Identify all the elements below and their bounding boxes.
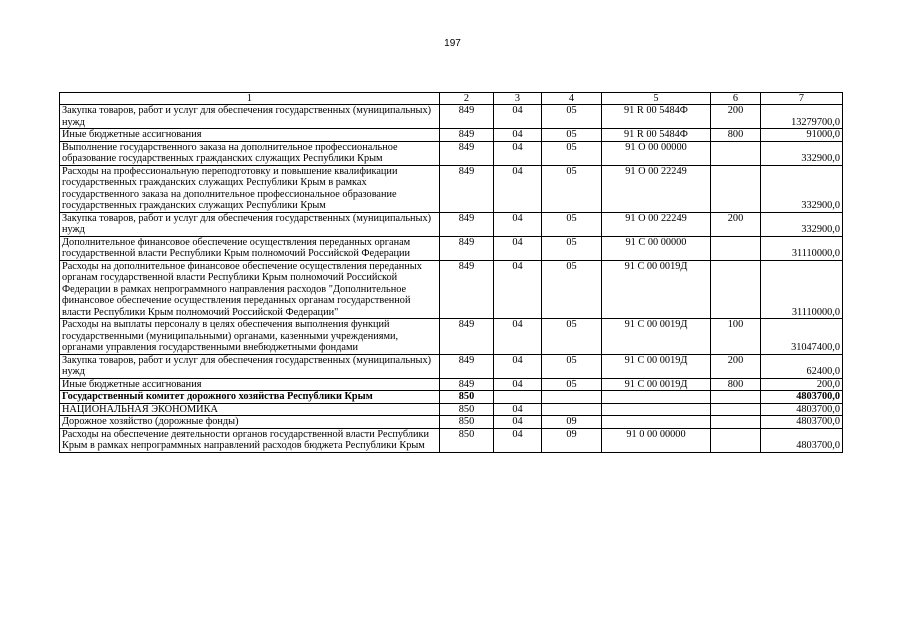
row-subsection: 05 bbox=[542, 129, 602, 142]
table-row bbox=[60, 354, 843, 378]
row-section: 04 bbox=[494, 428, 542, 452]
row-subsection: 05 bbox=[542, 165, 602, 212]
row-amount: 91000,0 bbox=[761, 129, 843, 142]
row-name: Закупка товаров, работ и услуг для обеспечения государственных (муниципальных) нужд bbox=[60, 105, 440, 129]
header-cell: 7 bbox=[761, 93, 843, 105]
row-admin-code: 849 bbox=[440, 141, 494, 165]
row-name: Дорожное хозяйство (дорожные фонды) bbox=[60, 416, 440, 429]
row-target-article: 91 О 00 22249 bbox=[602, 212, 711, 236]
row-amount: 332900,0 bbox=[761, 141, 843, 165]
row-target-article: 91 О 00 00000 bbox=[602, 141, 711, 165]
table-row bbox=[60, 141, 843, 165]
row-expense-type: 800 bbox=[711, 129, 761, 142]
row-name: Выполнение государственного заказа на дополнительное профессиональное образование государственных гражданских служащих Республики Крым bbox=[60, 141, 440, 165]
table-row bbox=[60, 105, 843, 129]
row-target-article: 91 С 00 0019Д bbox=[602, 319, 711, 355]
header-cell: 5 bbox=[602, 93, 711, 105]
table-row bbox=[60, 212, 843, 236]
row-subsection: 05 bbox=[542, 105, 602, 129]
row-section: 04 bbox=[494, 236, 542, 260]
row-expense-type bbox=[711, 416, 761, 429]
row-expense-type bbox=[711, 165, 761, 212]
row-name: Расходы на дополнительное финансовое обеспечение осуществления переданных органам государственной власти Республики Крым полномочий Российской Федерации в рамках непрограммного направления расходов "Дополнительное финансовое обеспечение осуществления переданных органам государственной власти Республики Крым полномочий Российской Федерации" bbox=[60, 260, 440, 319]
table-row bbox=[60, 391, 843, 404]
table-row bbox=[60, 416, 843, 429]
row-admin-code: 849 bbox=[440, 354, 494, 378]
row-target-article: 91 С 00 00000 bbox=[602, 236, 711, 260]
row-name: Иные бюджетные ассигнования bbox=[60, 378, 440, 391]
row-amount: 4803700,0 bbox=[761, 391, 843, 404]
row-admin-code: 850 bbox=[440, 428, 494, 452]
row-target-article: 91 О 00 22249 bbox=[602, 165, 711, 212]
row-subsection: 05 bbox=[542, 260, 602, 319]
row-section: 04 bbox=[494, 354, 542, 378]
header-row bbox=[60, 93, 843, 105]
row-amount: 13279700,0 bbox=[761, 105, 843, 129]
row-amount: 332900,0 bbox=[761, 165, 843, 212]
row-admin-code: 849 bbox=[440, 212, 494, 236]
row-expense-type bbox=[711, 391, 761, 404]
row-section: 04 bbox=[494, 129, 542, 142]
row-amount: 4803700,0 bbox=[761, 403, 843, 416]
row-target-article: 91 С 00 0019Д bbox=[602, 260, 711, 319]
row-subsection: 05 bbox=[542, 319, 602, 355]
row-subsection: 05 bbox=[542, 212, 602, 236]
row-name: НАЦИОНАЛЬНАЯ ЭКОНОМИКА bbox=[60, 403, 440, 416]
row-subsection: 05 bbox=[542, 236, 602, 260]
row-section: 04 bbox=[494, 378, 542, 391]
row-amount: 62400,0 bbox=[761, 354, 843, 378]
table-row bbox=[60, 428, 843, 452]
row-name: Государственный комитет дорожного хозяйства Республики Крым bbox=[60, 391, 440, 404]
row-subsection: 05 bbox=[542, 378, 602, 391]
row-admin-code: 849 bbox=[440, 260, 494, 319]
row-target-article: 91 0 00 00000 bbox=[602, 428, 711, 452]
row-name: Расходы на выплаты персоналу в целях обеспечения выполнения функций государственными (муниципальными) органами, казенными учреждениями, органами управления государственными внебюджетными фондами bbox=[60, 319, 440, 355]
table-row bbox=[60, 236, 843, 260]
row-subsection bbox=[542, 391, 602, 404]
row-amount: 4803700,0 bbox=[761, 416, 843, 429]
row-expense-type bbox=[711, 236, 761, 260]
row-target-article: 91 R 00 5484Ф bbox=[602, 129, 711, 142]
row-amount: 332900,0 bbox=[761, 212, 843, 236]
row-section: 04 bbox=[494, 319, 542, 355]
row-target-article bbox=[602, 391, 711, 404]
row-name: Закупка товаров, работ и услуг для обеспечения государственных (муниципальных) нужд bbox=[60, 212, 440, 236]
row-subsection: 05 bbox=[542, 354, 602, 378]
header-cell: 6 bbox=[711, 93, 761, 105]
row-expense-type: 200 bbox=[711, 212, 761, 236]
row-admin-code: 850 bbox=[440, 403, 494, 416]
row-admin-code: 849 bbox=[440, 378, 494, 391]
header-cell: 2 bbox=[440, 93, 494, 105]
row-section: 04 bbox=[494, 105, 542, 129]
row-subsection: 09 bbox=[542, 416, 602, 429]
row-section: 04 bbox=[494, 260, 542, 319]
row-amount: 31110000,0 bbox=[761, 260, 843, 319]
row-name: Дополнительное финансовое обеспечение осуществления переданных органам государственной власти Республики Крым полномочий Российской Федерации bbox=[60, 236, 440, 260]
row-expense-type: 100 bbox=[711, 319, 761, 355]
row-section: 04 bbox=[494, 212, 542, 236]
row-name: Закупка товаров, работ и услуг для обеспечения государственных (муниципальных) нужд bbox=[60, 354, 440, 378]
row-subsection: 09 bbox=[542, 428, 602, 452]
page-number: 197 bbox=[444, 38, 461, 49]
row-section: 04 bbox=[494, 165, 542, 212]
row-admin-code: 849 bbox=[440, 319, 494, 355]
header-cell: 4 bbox=[542, 93, 602, 105]
row-admin-code: 849 bbox=[440, 165, 494, 212]
row-subsection: 05 bbox=[542, 141, 602, 165]
table-row bbox=[60, 260, 843, 319]
row-section: 04 bbox=[494, 416, 542, 429]
row-expense-type bbox=[711, 141, 761, 165]
row-expense-type: 800 bbox=[711, 378, 761, 391]
table-row bbox=[60, 129, 843, 142]
row-name: Расходы на обеспечение деятельности органов государственной власти Республики Крым в рамках непрограммных направлений расходов бюджета Республики Крым bbox=[60, 428, 440, 452]
row-amount: 4803700,0 bbox=[761, 428, 843, 452]
table-row bbox=[60, 165, 843, 212]
header-cell: 3 bbox=[494, 93, 542, 105]
row-expense-type bbox=[711, 403, 761, 416]
table-row bbox=[60, 319, 843, 355]
row-amount: 31047400,0 bbox=[761, 319, 843, 355]
row-admin-code: 849 bbox=[440, 236, 494, 260]
row-expense-type bbox=[711, 260, 761, 319]
row-admin-code: 849 bbox=[440, 105, 494, 129]
row-target-article: 91 С 00 0019Д bbox=[602, 378, 711, 391]
table-row bbox=[60, 378, 843, 391]
table-row bbox=[60, 403, 843, 416]
row-amount: 200,0 bbox=[761, 378, 843, 391]
row-name: Иные бюджетные ассигнования bbox=[60, 129, 440, 142]
row-admin-code: 850 bbox=[440, 416, 494, 429]
row-expense-type: 200 bbox=[711, 354, 761, 378]
row-admin-code: 850 bbox=[440, 391, 494, 404]
row-expense-type bbox=[711, 428, 761, 452]
row-section: 04 bbox=[494, 403, 542, 416]
row-expense-type: 200 bbox=[711, 105, 761, 129]
row-name: Расходы на профессиональную переподготовку и повышение квалификации государственных гражданских служащих Республики Крым в рамках государственного заказа на дополнительное профессиональное образование государственных гражданских служащих Республики Крым bbox=[60, 165, 440, 212]
budget-table bbox=[59, 92, 843, 453]
row-target-article: 91 R 00 5484Ф bbox=[602, 105, 711, 129]
row-target-article bbox=[602, 403, 711, 416]
row-target-article bbox=[602, 416, 711, 429]
row-admin-code: 849 bbox=[440, 129, 494, 142]
row-section bbox=[494, 391, 542, 404]
row-target-article: 91 С 00 0019Д bbox=[602, 354, 711, 378]
row-section: 04 bbox=[494, 141, 542, 165]
row-subsection bbox=[542, 403, 602, 416]
header-cell: 1 bbox=[60, 93, 440, 105]
row-amount: 31110000,0 bbox=[761, 236, 843, 260]
